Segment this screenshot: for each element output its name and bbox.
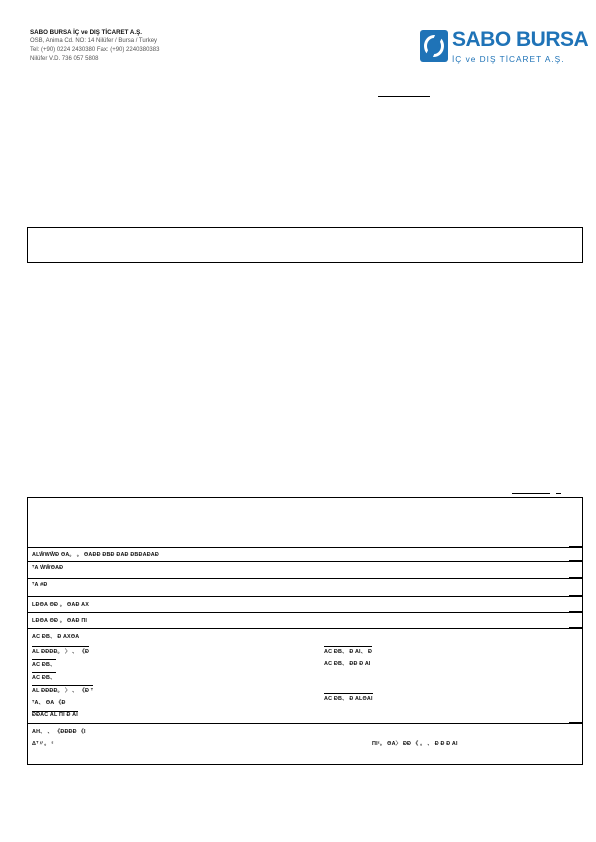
left-item: AL ÐÐÐÐ。 〉 、 《Ð bbox=[32, 646, 89, 655]
company-name: SABO BURSA İÇ ve DIŞ TİCARET A.Ş. bbox=[30, 29, 142, 36]
row-mark bbox=[569, 722, 583, 723]
form-row-divider bbox=[28, 578, 582, 579]
left-item: ᵀA、 ΘA 《Ð bbox=[32, 700, 66, 706]
company-address: OSB, Anima Cd. NO: 14 Nilüfer / Bursa / Turkey bbox=[30, 38, 158, 44]
form-row-divider bbox=[28, 723, 582, 724]
row-mark bbox=[569, 595, 583, 596]
details-form bbox=[27, 497, 583, 765]
left-item: ÐÐAC AL ΠI Ð AI bbox=[32, 712, 78, 718]
form-footer-left-2: Δᵀ〃。 ᵋ bbox=[32, 741, 54, 747]
right-item: AC ÐB、 Ð AI、 Ð bbox=[324, 646, 372, 655]
row-mark bbox=[569, 560, 583, 561]
form-row-divider bbox=[28, 561, 582, 562]
form-ref-line bbox=[512, 493, 550, 494]
logo-tagline: İÇ ve DIŞ TİCARET A.Ş. bbox=[452, 54, 565, 64]
row-mark bbox=[569, 546, 583, 547]
company-phone: Tel: (+90) 0224 2430380 Fax: (+90) 2240380383 bbox=[30, 47, 160, 53]
row-mark bbox=[569, 577, 583, 578]
box-corner-mark bbox=[569, 227, 583, 228]
form-row-5: LÐΘA ΘÐ 。 ΘAÐ ΠI bbox=[32, 618, 88, 624]
right-item: AC ÐB、 ÐÐ Ð AI bbox=[324, 661, 371, 667]
box-corner-mark bbox=[569, 262, 583, 263]
info-box bbox=[27, 227, 583, 263]
form-row-1: ALW̄WW̄Ð ΘA。 。 ΘAÐÐ ÐBÐ ÐAÐ ÐBÐAÐAÐ bbox=[32, 552, 159, 558]
left-item: AC ÐB、 bbox=[32, 659, 56, 668]
form-row-4: LÐΘA ΘÐ 。 ΘAÐ AX bbox=[32, 602, 90, 608]
form-ref-dash bbox=[556, 493, 561, 494]
row-mark bbox=[569, 611, 583, 612]
date-line bbox=[378, 96, 430, 97]
form-row-2: ᵀA ẀW̄ΘAÐ bbox=[32, 565, 64, 571]
form-row-divider bbox=[28, 612, 582, 613]
form-footer-left-1: AH、 、 《ÐÐÐÐ 《I bbox=[32, 729, 86, 735]
logo-mark-icon bbox=[420, 30, 448, 62]
left-item: AC ÐB、 bbox=[32, 672, 56, 681]
form-row-divider bbox=[28, 628, 582, 629]
logo-brand: SABO BURSA bbox=[452, 28, 589, 51]
form-corner-mark bbox=[569, 764, 583, 765]
company-info bbox=[30, 28, 159, 64]
form-row-divider bbox=[28, 547, 582, 548]
form-row-divider bbox=[28, 596, 582, 597]
company-logo bbox=[420, 28, 589, 70]
form-row-3: ᵀA #Ð bbox=[32, 582, 48, 588]
right-item: AC ÐB、 Ð ALΘAI bbox=[324, 693, 373, 702]
row-mark bbox=[569, 627, 583, 628]
form-section-title: AC ÐB、 Ð AXΘA bbox=[32, 634, 80, 640]
left-item: AL ÐÐÐÐ。 〉 、 《Ð ᵀ bbox=[32, 685, 93, 694]
form-footer-right: ΠIᵋ。 ΘA〉 ÐÐ 《 。 、 Ð Ð Ð AI bbox=[372, 741, 458, 747]
company-tax: Nilüfer V.D. 736 057 5808 bbox=[30, 56, 99, 62]
